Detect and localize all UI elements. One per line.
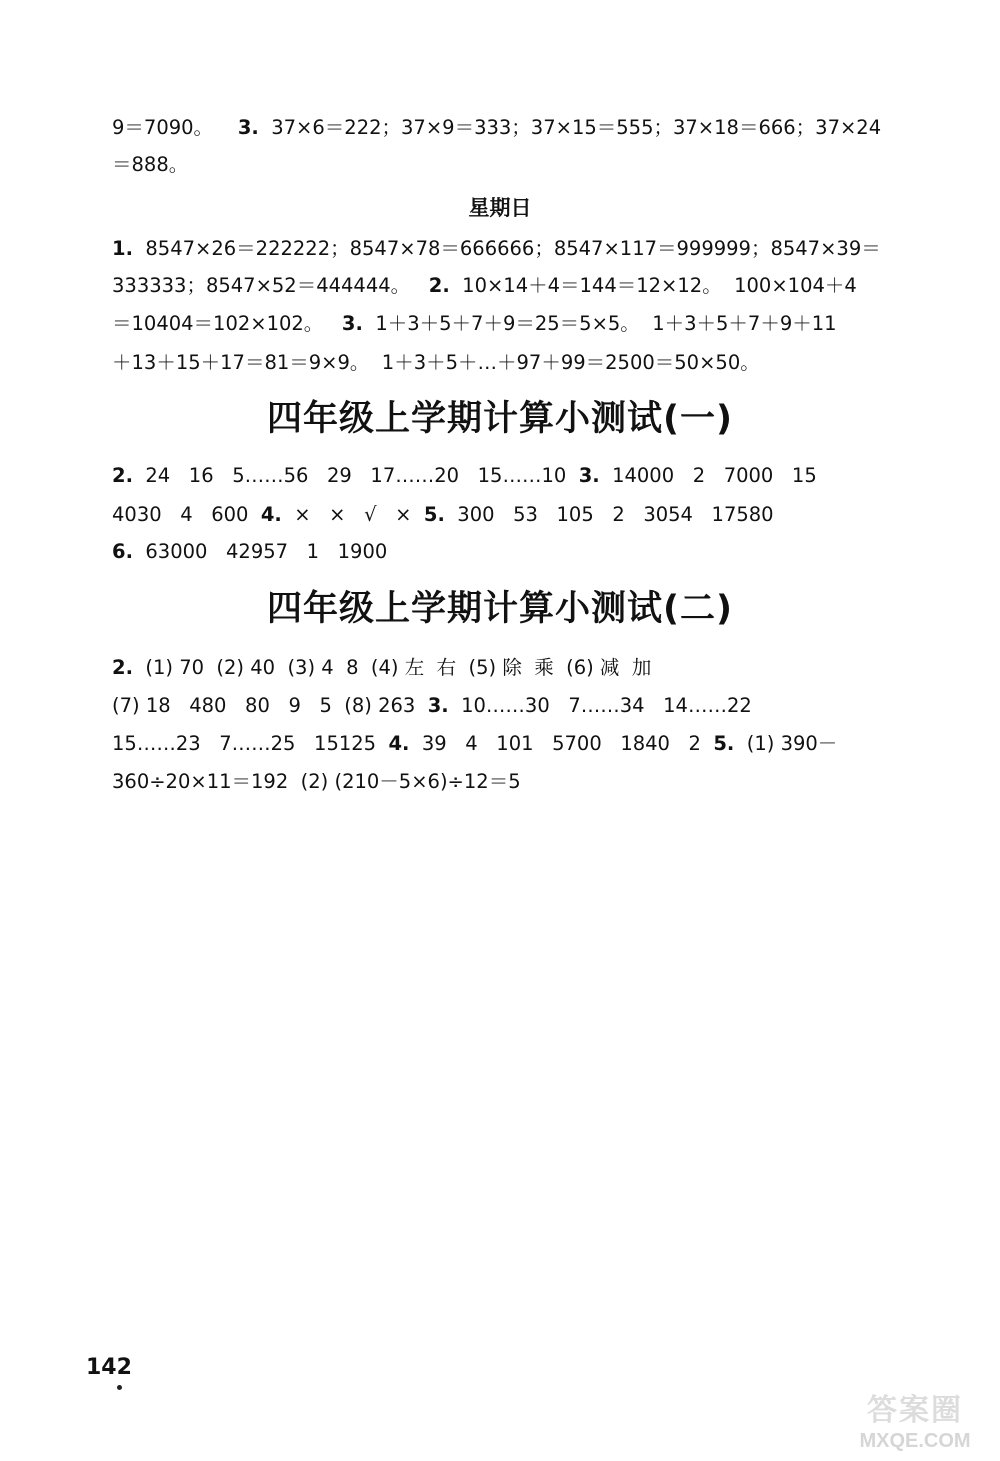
answer-text: 360÷20×11＝192 (2) (210－5×6)÷12＝5 xyxy=(112,770,521,793)
watermark-logo: 答案圈 xyxy=(867,1394,963,1427)
answer-text: (1) 390－ xyxy=(746,732,838,755)
answer-text: 63000 42957 1 1900 xyxy=(145,540,388,563)
answer-line xyxy=(112,655,651,681)
answer-text: 39 4 101 5700 1840 2 xyxy=(421,732,708,755)
watermark xyxy=(835,1393,995,1455)
answer-text: × × √ × xyxy=(294,503,418,526)
answer-line xyxy=(112,463,817,489)
section-heading-sunday: 星期日 xyxy=(468,196,532,220)
answer-text: 8547×26＝222222；8547×78＝666666；8547×117＝999999；8547×39＝ xyxy=(145,237,881,260)
question-number: 4. xyxy=(260,503,282,526)
answer-text: 37×6＝222；37×9＝333；37×15＝555；37×18＝666；37×24 xyxy=(271,116,882,139)
answer-line xyxy=(112,115,881,141)
page-number-dot xyxy=(117,1385,122,1390)
answer-line xyxy=(112,693,752,719)
question-number: 3. xyxy=(427,694,449,717)
answer-text: 4030 4 600 xyxy=(112,503,255,526)
question-number: 5. xyxy=(423,503,445,526)
answer-text: (7) 18 480 80 9 5 (8) 263 xyxy=(112,694,422,717)
question-number: 2. xyxy=(428,274,450,297)
answer-line xyxy=(112,502,774,528)
answer-text: 15……23 7……25 15125 xyxy=(112,732,383,755)
question-number: 5. xyxy=(713,732,735,755)
answer-line xyxy=(112,152,188,178)
question-number: 1. xyxy=(112,237,133,260)
answer-text: ＝10404＝102×102。 xyxy=(112,312,324,335)
question-number: 3. xyxy=(578,464,600,487)
answer-line xyxy=(112,539,387,565)
answer-line xyxy=(112,273,857,299)
answer-text: 1＋3＋5＋7＋9＝25＝5×5。 1＋3＋5＋7＋9＋11 xyxy=(375,312,837,335)
question-number: 6. xyxy=(112,540,133,563)
answer-text: 300 53 105 2 3054 17580 xyxy=(457,503,774,526)
question-number: 3. xyxy=(341,312,363,335)
question-number: 4. xyxy=(388,732,410,755)
answer-text: 14000 2 7000 15 xyxy=(612,464,817,487)
answer-text: 24 16 5……56 29 17……20 15……10 xyxy=(145,464,573,487)
watermark-url: MXQE.COM xyxy=(859,1430,971,1452)
answer-text: 10×14＋4＝144＝12×12。 100×104＋4 xyxy=(462,274,857,297)
question-number: 3. xyxy=(237,116,259,139)
answer-text: (1) 70 (2) 40 (3) 4 8 (4) 左 右 (5) 除 乘 (6) 减 加 xyxy=(145,656,652,679)
question-number: 2. xyxy=(112,464,133,487)
section-heading-test-2: 四年级上学期计算小测试(二) xyxy=(267,589,733,629)
section-heading-test-1: 四年级上学期计算小测试(一) xyxy=(267,399,733,439)
answer-line xyxy=(112,350,760,376)
answer-line xyxy=(112,731,837,757)
answer-text: ＝888。 xyxy=(112,153,189,176)
question-number: 2. xyxy=(112,656,133,679)
page-number: 142 xyxy=(86,1355,132,1380)
answer-text: 333333；8547×52＝444444。 xyxy=(112,274,411,297)
answer-text: ＋13＋15＋17＝81＝9×9。 1＋3＋5＋…＋97＋99＝2500＝50×50。 xyxy=(112,351,760,374)
answer-line xyxy=(112,769,521,795)
answer-line xyxy=(112,236,881,262)
answer-text: 9＝7090。 xyxy=(112,116,214,139)
answer-line xyxy=(112,311,837,337)
answer-text: 10……30 7……34 14……22 xyxy=(461,694,752,717)
